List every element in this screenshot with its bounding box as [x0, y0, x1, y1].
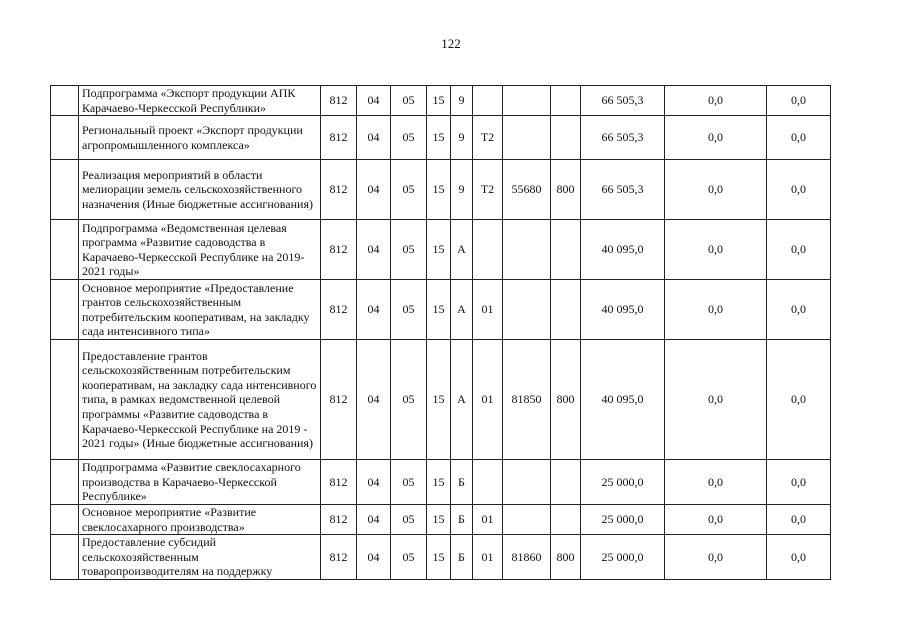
sum-year-1-cell: 66 505,3: [581, 86, 665, 116]
row-number-cell: [51, 160, 79, 220]
table-row: [51, 460, 831, 505]
expense-type-code-cell: [551, 220, 581, 280]
subsection-code-cell: 05: [391, 86, 427, 116]
section-code-cell: 04: [357, 220, 391, 280]
item-name-cell: Подпрограмма «Развитие свеклосахарного производства в Карачаево-Черкесской Республике»: [79, 460, 321, 505]
row-number-cell: [51, 86, 79, 116]
subprogram-code-cell: 9: [451, 160, 473, 220]
expense-type-code-cell: [551, 280, 581, 340]
program-code-cell: 15: [427, 220, 451, 280]
direction-code-cell: 81860: [503, 535, 551, 580]
expense-type-code-cell: [551, 86, 581, 116]
expense-type-code-cell: 800: [551, 340, 581, 460]
event-code-cell: 01: [473, 280, 503, 340]
sum-year-2-cell: 0,0: [665, 220, 767, 280]
direction-code-cell: [503, 116, 551, 160]
table-body: [51, 86, 831, 580]
sum-year-1-cell: 25 000,0: [581, 535, 665, 580]
table-row: [51, 116, 831, 160]
section-code-cell: 04: [357, 535, 391, 580]
subprogram-code-cell: А: [451, 340, 473, 460]
row-number-cell: [51, 116, 79, 160]
event-code-cell: 01: [473, 535, 503, 580]
expense-type-code-cell: [551, 460, 581, 505]
subprogram-code-cell: А: [451, 220, 473, 280]
subsection-code-cell: 05: [391, 460, 427, 505]
program-code-cell: 15: [427, 504, 451, 534]
item-name-cell: Основное мероприятие «Предоставление грантов сельскохозяйственным потребительским кооперативам, на закладку сада интенсивного типа»: [79, 280, 321, 340]
item-name-cell: Предоставление субсидий сельскохозяйственным товаропроизводителям на поддержку: [79, 535, 321, 580]
section-code-cell: 04: [357, 340, 391, 460]
sum-year-1-cell: 40 095,0: [581, 220, 665, 280]
subprogram-code-cell: А: [451, 280, 473, 340]
item-name-cell: Региональный проект «Экспорт продукции агропромышленного комплекса»: [79, 116, 321, 160]
sum-year-3-cell: 0,0: [767, 220, 831, 280]
row-number-cell: [51, 340, 79, 460]
subprogram-code-cell: Б: [451, 460, 473, 505]
program-code-cell: 15: [427, 160, 451, 220]
table-row: [51, 220, 831, 280]
program-code-cell: 15: [427, 535, 451, 580]
table-row: [51, 86, 831, 116]
subsection-code-cell: 05: [391, 160, 427, 220]
table-row: [51, 504, 831, 534]
direction-code-cell: 81850: [503, 340, 551, 460]
item-name-cell: Подпрограмма «Экспорт продукции АПК Карачаево-Черкесской Республики»: [79, 86, 321, 116]
direction-code-cell: 55680: [503, 160, 551, 220]
ministry-code-cell: 812: [321, 460, 357, 505]
ministry-code-cell: 812: [321, 86, 357, 116]
section-code-cell: 04: [357, 504, 391, 534]
row-number-cell: [51, 460, 79, 505]
ministry-code-cell: 812: [321, 116, 357, 160]
section-code-cell: 04: [357, 160, 391, 220]
expense-type-code-cell: 800: [551, 160, 581, 220]
program-code-cell: 15: [427, 116, 451, 160]
direction-code-cell: [503, 504, 551, 534]
subprogram-code-cell: Б: [451, 535, 473, 580]
sum-year-2-cell: 0,0: [665, 116, 767, 160]
ministry-code-cell: 812: [321, 340, 357, 460]
sum-year-3-cell: 0,0: [767, 116, 831, 160]
expense-type-code-cell: [551, 116, 581, 160]
program-code-cell: 15: [427, 460, 451, 505]
sum-year-1-cell: 25 000,0: [581, 504, 665, 534]
item-name-cell: Основное мероприятие «Развитие свеклосахарного производства»: [79, 504, 321, 534]
event-code-cell: [473, 86, 503, 116]
sum-year-2-cell: 0,0: [665, 535, 767, 580]
section-code-cell: 04: [357, 460, 391, 505]
direction-code-cell: [503, 220, 551, 280]
subsection-code-cell: 05: [391, 116, 427, 160]
sum-year-3-cell: 0,0: [767, 504, 831, 534]
page-number: 122: [441, 36, 461, 51]
item-name-cell: Предоставление грантов сельскохозяйственным потребительским кооперативам, на закладку сада интенсивного типа, в рамках ведомственной целевой программы «Развитие садоводства в Карачаево-Черкесской Республике на 2019 - 2021 годы» (Иные бюджетные ассигнования): [79, 340, 321, 460]
ministry-code-cell: 812: [321, 504, 357, 534]
item-name-cell: Реализация мероприятий в области мелиорации земель сельскохозяйственного назначения (Иные бюджетные ассигнования): [79, 160, 321, 220]
event-code-cell: T2: [473, 160, 503, 220]
table-row: [51, 535, 831, 580]
sum-year-2-cell: 0,0: [665, 86, 767, 116]
event-code-cell: 01: [473, 340, 503, 460]
table-row: [51, 160, 831, 220]
sum-year-1-cell: 25 000,0: [581, 460, 665, 505]
row-number-cell: [51, 220, 79, 280]
ministry-code-cell: 812: [321, 220, 357, 280]
direction-code-cell: [503, 86, 551, 116]
subprogram-code-cell: 9: [451, 86, 473, 116]
sum-year-1-cell: 66 505,3: [581, 160, 665, 220]
subsection-code-cell: 05: [391, 504, 427, 534]
ministry-code-cell: 812: [321, 160, 357, 220]
sum-year-2-cell: 0,0: [665, 280, 767, 340]
expense-type-code-cell: [551, 504, 581, 534]
table-row: [51, 340, 831, 460]
program-code-cell: 15: [427, 86, 451, 116]
expense-type-code-cell: 800: [551, 535, 581, 580]
subsection-code-cell: 05: [391, 340, 427, 460]
table-row: [51, 280, 831, 340]
event-code-cell: [473, 460, 503, 505]
sum-year-1-cell: 40 095,0: [581, 280, 665, 340]
sum-year-3-cell: 0,0: [767, 86, 831, 116]
sum-year-1-cell: 40 095,0: [581, 340, 665, 460]
sum-year-3-cell: 0,0: [767, 160, 831, 220]
subprogram-code-cell: 9: [451, 116, 473, 160]
row-number-cell: [51, 535, 79, 580]
sum-year-2-cell: 0,0: [665, 504, 767, 534]
ministry-code-cell: 812: [321, 280, 357, 340]
sum-year-3-cell: 0,0: [767, 460, 831, 505]
subsection-code-cell: 05: [391, 220, 427, 280]
ministry-code-cell: 812: [321, 535, 357, 580]
subprogram-code-cell: Б: [451, 504, 473, 534]
row-number-cell: [51, 504, 79, 534]
subsection-code-cell: 05: [391, 535, 427, 580]
row-number-cell: [51, 280, 79, 340]
section-code-cell: 04: [357, 86, 391, 116]
direction-code-cell: [503, 280, 551, 340]
sum-year-1-cell: 66 505,3: [581, 116, 665, 160]
sum-year-2-cell: 0,0: [665, 460, 767, 505]
event-code-cell: T2: [473, 116, 503, 160]
subsection-code-cell: 05: [391, 280, 427, 340]
direction-code-cell: [503, 460, 551, 505]
sum-year-3-cell: 0,0: [767, 340, 831, 460]
event-code-cell: 01: [473, 504, 503, 534]
section-code-cell: 04: [357, 280, 391, 340]
program-code-cell: 15: [427, 340, 451, 460]
sum-year-2-cell: 0,0: [665, 160, 767, 220]
sum-year-2-cell: 0,0: [665, 340, 767, 460]
program-code-cell: 15: [427, 280, 451, 340]
budget-table: [50, 85, 831, 580]
item-name-cell: Подпрограмма «Ведомственная целевая программа «Развитие садоводства в Карачаево-Черкесской Республике на 2019-2021 годы»: [79, 220, 321, 280]
event-code-cell: [473, 220, 503, 280]
sum-year-3-cell: 0,0: [767, 535, 831, 580]
section-code-cell: 04: [357, 116, 391, 160]
sum-year-3-cell: 0,0: [767, 280, 831, 340]
